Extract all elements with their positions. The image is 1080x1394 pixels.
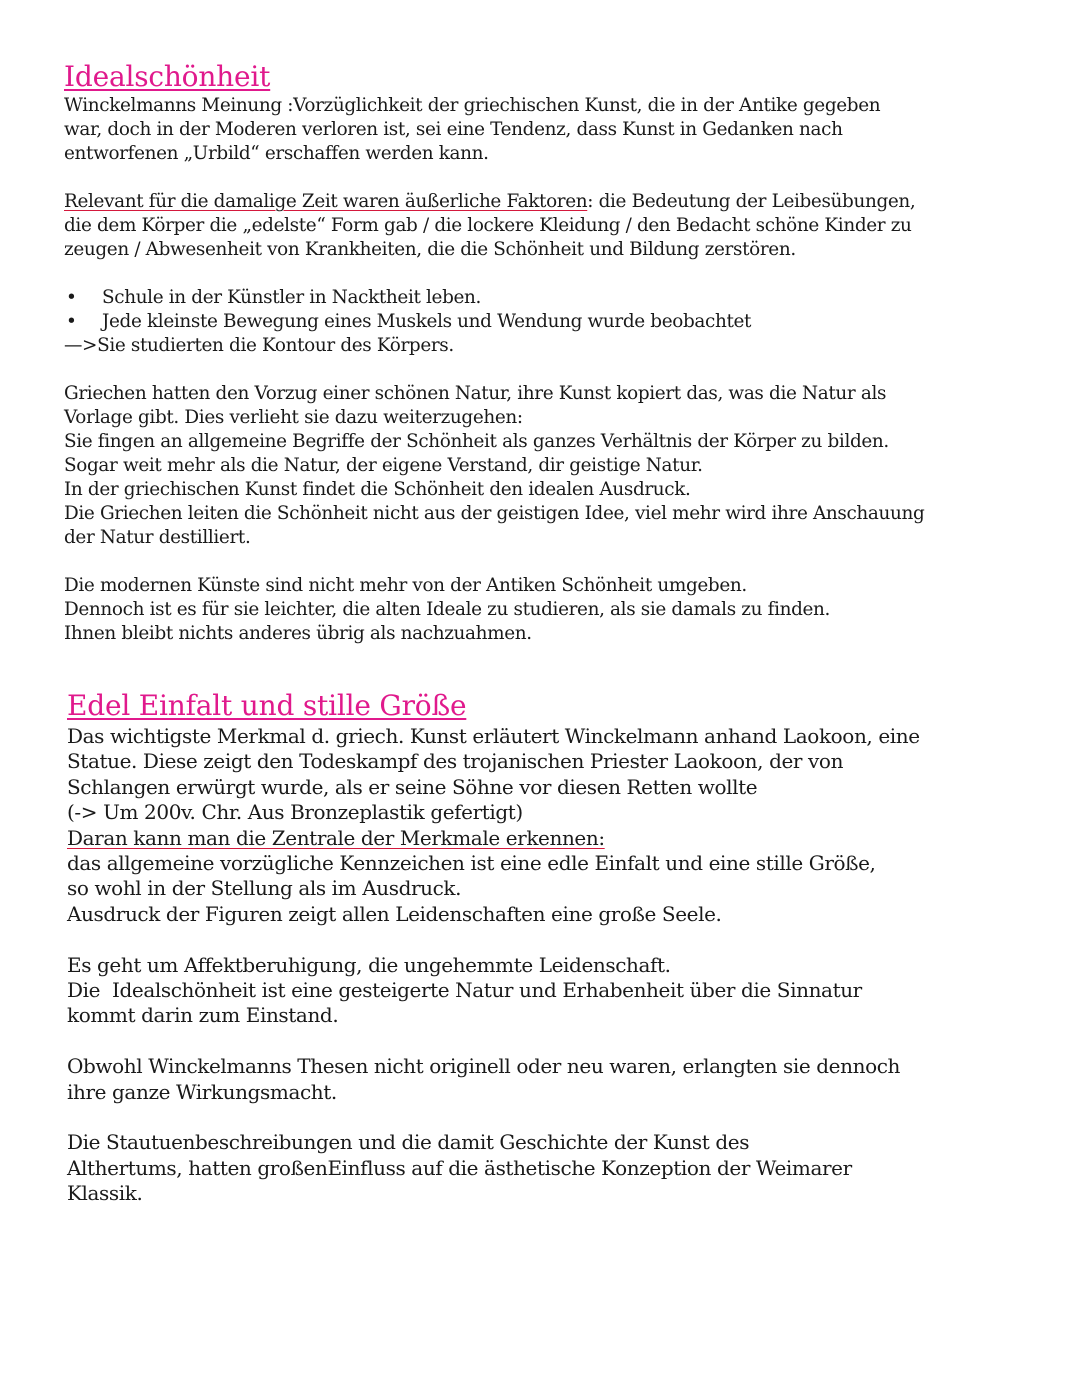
paragraph (64, 382, 1024, 550)
paragraph (64, 94, 1024, 166)
arrow-note: —>Sie studierten die Kontour des Körpers. (64, 335, 454, 356)
text-span: : die Bedeutung der Leibesübungen, (587, 191, 916, 212)
text-line: zeugen / Abwesenheit von Krankheiten, die die Schönheit und Bildung zerstören. (64, 239, 796, 260)
text-line: Althertums, hatten großenEinfluss auf die ästhetische Konzeption der Weimarer (67, 1155, 852, 1180)
text-line: entworfenen „Urbild“ erschaffen werden kann. (64, 143, 489, 164)
text-line: Ausdruck der Figuren zeigt allen Leidenschaften eine große Seele. (67, 901, 722, 926)
text-line: war, doch in der Moderen verloren ist, sei eine Tendenz, dass Kunst in Gedanken nach (64, 119, 843, 140)
text-line: Schlangen erwürgt wurde, als er seine Söhne vor diesen Retten wollte (67, 774, 758, 799)
text-line: Sie fingen an allgemeine Begriffe der Schönheit als ganzes Verhältnis der Körper zu bilden. (64, 431, 889, 452)
text-line: so wohl in der Stellung als im Ausdruck. (67, 876, 462, 901)
paragraph (67, 953, 1027, 1029)
text-line: Die Griechen leiten die Schönheit nicht aus der geistigen Idee, viel mehr wird ihre Anschauung (64, 503, 925, 524)
text-line: (-> Um 200v. Chr. Aus Bronzeplastik gefertigt) (67, 800, 523, 825)
list-item-text: Schule in der Künstler in Nacktheit leben. (102, 287, 482, 308)
bullet-icon: • (66, 311, 77, 332)
text-line: Das wichtigste Merkmal d. griech. Kunst erläutert Winckelmann anhand Laokoon, eine (67, 724, 920, 748)
paragraph (67, 724, 1027, 927)
paragraph (67, 1130, 1027, 1206)
text-line: Sogar weit mehr als die Natur, der eigene Verstand, dir geistige Natur. (64, 455, 703, 476)
paragraph (64, 574, 1024, 646)
text-line (67, 826, 1027, 851)
text-line: Die modernen Künste sind nicht mehr von der Antiken Schönheit umgeben. (64, 575, 747, 596)
text-line: kommt darin zum Einstand. (67, 1003, 339, 1028)
text-line: das allgemeine vorzügliche Kennzeichen ist eine edle Einfalt und eine stille Größe, (67, 851, 876, 876)
text-line: ihre ganze Wirkungsmacht. (67, 1079, 337, 1104)
paragraph (64, 190, 1024, 262)
text-line: Vorlage gibt. Dies verlieht sie dazu weiterzugehen: (64, 407, 523, 428)
underlined-phrase: Daran kann man die Zentrale der Merkmale erkennen: (67, 825, 605, 850)
text-line: Griechen hatten den Vorzug einer schönen Natur, ihre Kunst kopiert das, was die Natur als (64, 383, 887, 404)
section-edle-einfalt (67, 688, 1027, 1207)
list-item (64, 310, 1024, 334)
text-line: Statue. Diese zeigt den Todeskampf des trojanischen Priester Laokoon, der von (67, 749, 844, 774)
list-item-text: Jede kleinste Bewegung eines Muskels und Wendung wurde beobachtet (102, 311, 752, 332)
bullet-list (64, 286, 1024, 334)
bullet-icon: • (66, 287, 77, 308)
text-line: Klassik. (67, 1181, 143, 1206)
text-line: Obwohl Winckelmanns Thesen nicht originell oder neu waren, erlangten sie dennoch (67, 1054, 900, 1079)
text-line: Ihnen bleibt nichts anderes übrig als nachzuahmen. (64, 623, 532, 644)
section-title: Edel Einfalt und stille Größe (67, 689, 467, 722)
text-line: Die Stautuenbeschreibungen und die damit Geschichte der Kunst des (67, 1130, 750, 1155)
section-title: Idealschönheit (64, 60, 271, 93)
text-line: Es geht um Affektberuhigung, die ungehemmte Leidenschaft. (67, 952, 671, 977)
paragraph (67, 1054, 1027, 1105)
text-line: In der griechischen Kunst findet die Schönheit den idealen Ausdruck. (64, 479, 691, 500)
list-item (64, 286, 1024, 310)
section-idealschoenheit (64, 60, 1024, 646)
underlined-phrase: Relevant für die damalige Zeit waren äußerliche Faktoren (64, 191, 588, 212)
text-line: der Natur destilliert. (64, 527, 251, 548)
text-line: die dem Körper die „edelste“ Form gab / die lockere Kleidung / den Bedacht schöne Kinder zu (64, 215, 912, 236)
text-line: Die Idealschönheit ist eine gesteigerte Natur und Erhabenheit über die Sinnatur (67, 978, 862, 1003)
text-line (64, 190, 1024, 214)
text-line: Winckelmanns Meinung :Vorzüglichkeit der griechischen Kunst, die in der Antike gegeben (64, 95, 881, 116)
text-line: Dennoch ist es für sie leichter, die alten Ideale zu studieren, als sie damals zu finden. (64, 599, 831, 620)
